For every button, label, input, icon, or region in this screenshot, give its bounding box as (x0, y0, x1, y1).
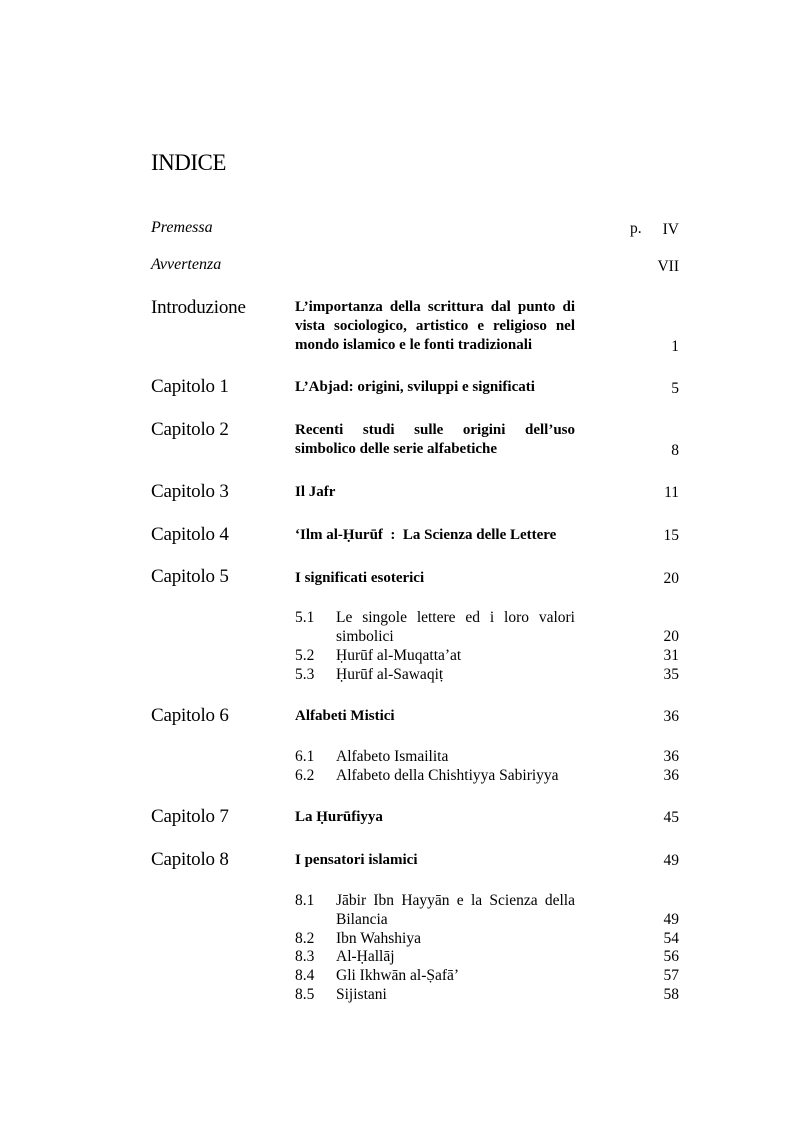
chapter-label: Capitolo 2 (151, 419, 229, 440)
chapter-title: Il Jafr (295, 484, 336, 500)
page-number: 15 (663, 527, 679, 544)
page-number: 35 (663, 666, 679, 683)
chapter-title: Alfabeti Mistici (295, 708, 395, 724)
section-number: 6.1 (295, 748, 315, 765)
page-number: 20 (663, 628, 679, 645)
section-title (336, 891, 575, 929)
section-title-line: simbolici (336, 628, 394, 645)
page-number: 31 (663, 647, 679, 664)
page-number: 1 (671, 338, 679, 355)
chapter-title: La Ḥurūfiyya (295, 809, 383, 825)
section-title: Ḥurūf al-Sawaqiṭ (336, 666, 444, 683)
page-number: 56 (663, 948, 679, 965)
section-number: 8.4 (295, 967, 315, 984)
chapter-title: I pensatori islamici (295, 852, 418, 868)
section-title-line: Jābir Ibn Hayyān e la Scienza della (336, 892, 575, 909)
section-number: 5.3 (295, 666, 315, 683)
section-title: Sijistani (336, 986, 387, 1003)
section-title: Alfabeto Ismailita (336, 748, 449, 765)
chapter-title-line: Recenti studi sulle origini dell’uso (295, 422, 575, 438)
section-number: 8.5 (295, 986, 315, 1003)
page-number: 58 (663, 986, 679, 1003)
chapter-title-line: simbolico delle serie alfabetiche (295, 441, 498, 457)
chapter-title: L’Abjad: origini, sviluppi e significati (295, 379, 535, 395)
chapter-title: ‘Ilm al-Ḥurūf : La Scienza delle Lettere (295, 527, 557, 543)
chapter-title (295, 421, 575, 459)
section-title: Ḥurūf al-Muqatta’at (336, 647, 462, 664)
section-title-line: Bilancia (336, 911, 388, 928)
chapter-title-line: L’importanza della scrittura dal punto di (295, 299, 575, 315)
page-number-premessa: IV (662, 221, 679, 238)
chapter-label: Capitolo 6 (151, 705, 229, 726)
chapter-label: Capitolo 7 (151, 806, 229, 827)
page-number: 49 (663, 852, 679, 869)
section-number: 8.3 (295, 948, 315, 965)
page-number: 49 (663, 911, 679, 928)
page-prefix: p. (630, 220, 642, 237)
chapter-label: Capitolo 4 (151, 524, 229, 545)
page-number: 11 (664, 484, 679, 501)
section-number: 8.2 (295, 930, 315, 947)
page-number: 5 (671, 380, 679, 397)
section-number: 5.1 (295, 609, 315, 626)
page-title: INDICE (151, 150, 226, 175)
section-number: 5.2 (295, 647, 315, 664)
chapter-title (295, 298, 575, 355)
section-number: 6.2 (295, 767, 315, 784)
chapter-label: Capitolo 3 (151, 481, 229, 502)
page-number: 36 (663, 767, 679, 784)
chapter-label: Introduzione (151, 297, 246, 318)
page-number: 54 (663, 930, 679, 947)
section-title: Gli Ikhwān al-Ṣafā’ (336, 967, 460, 984)
section-title: Ibn Wahshiya (336, 930, 421, 947)
front-label-premessa: Premessa (151, 219, 213, 236)
page-number: 36 (663, 748, 679, 765)
chapter-label: Capitolo 8 (151, 849, 229, 870)
front-label-avvertenza: Avvertenza (151, 256, 222, 273)
section-title-line: Le singole lettere ed i loro valori (336, 609, 575, 626)
chapter-title: I significati esoterici (295, 570, 425, 586)
section-title: Alfabeto della Chishtiyya Sabiriyya (336, 767, 559, 784)
page-number: 57 (663, 967, 679, 984)
chapter-label: Capitolo 1 (151, 376, 229, 397)
page-number: 8 (671, 442, 679, 459)
section-number: 8.1 (295, 892, 315, 909)
section-title: Al-Ḥallāj (336, 948, 395, 965)
page-number: 20 (663, 570, 679, 587)
chapter-title-line: mondo islamico e le fonti tradizionali (295, 337, 533, 353)
chapter-title-line: vista sociologico, artistico e religioso nel (295, 318, 575, 334)
page-number: 45 (663, 809, 679, 826)
page-number: 36 (663, 708, 679, 725)
chapter-label: Capitolo 5 (151, 566, 229, 587)
page-number-avvertenza: VII (657, 258, 679, 275)
section-title (336, 608, 575, 646)
